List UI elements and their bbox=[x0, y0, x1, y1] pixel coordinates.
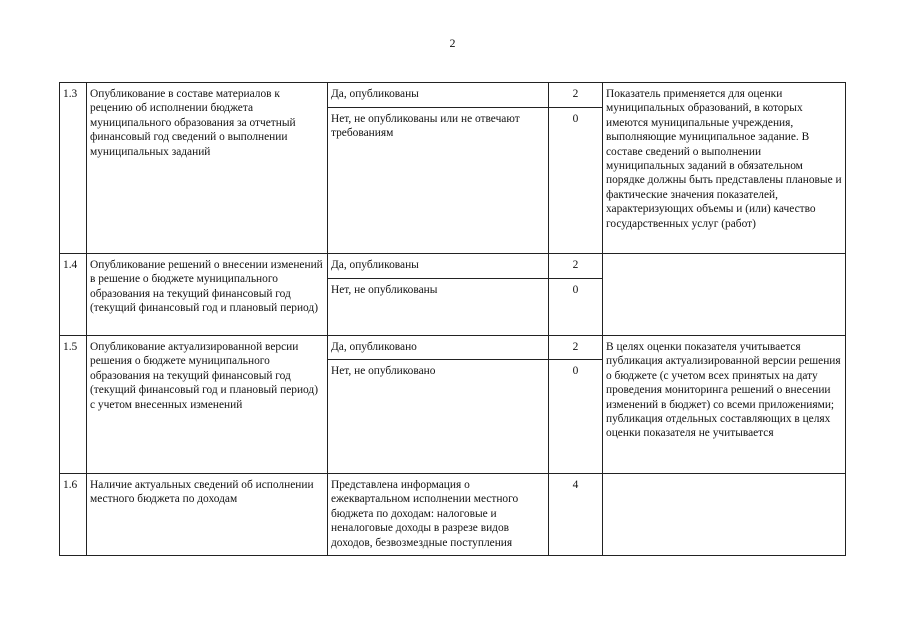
row-number: 1.4 bbox=[60, 254, 87, 336]
option-label: Представлена информация о ежеквартальном исполнении местного бюджета по доходам: налоговые и неналоговые доходы в разрезе видов доходов, безвозмездные поступления bbox=[328, 474, 549, 556]
option-score: 2 bbox=[549, 336, 603, 360]
option-score: 2 bbox=[549, 83, 603, 108]
row-number: 1.3 bbox=[60, 83, 87, 254]
page-number: 2 bbox=[449, 36, 456, 50]
option-label: Нет, не опубликованы или не отвечают требованиям bbox=[328, 108, 549, 254]
criteria-table bbox=[59, 82, 846, 556]
option-score: 0 bbox=[549, 360, 603, 474]
option-score: 0 bbox=[549, 108, 603, 254]
indicator-cell: Опубликование решений о внесении изменений в решение о бюджете муниципального образования на текущий финансовый год (текущий финансовый год и плановый период) bbox=[87, 254, 328, 336]
option-label: Да, опубликованы bbox=[328, 254, 549, 279]
note-cell: Показатель применяется для оценки муниципальных образований, в которых имеются муниципальные учреждения, выполняющие муниципальное задание. В составе сведений о выполнении муниципальных заданий в обязательном порядке должны быть представлены плановые и фактические значения показателей, характеризующих объемы и (или) качество государственных услуг (работ) bbox=[603, 83, 846, 254]
table-row bbox=[60, 336, 846, 360]
table-row bbox=[60, 474, 846, 556]
option-score: 4 bbox=[549, 474, 603, 556]
option-label: Нет, не опубликованы bbox=[328, 279, 549, 336]
option-label: Нет, не опубликовано bbox=[328, 360, 549, 474]
note-cell bbox=[603, 474, 846, 556]
row-number: 1.5 bbox=[60, 336, 87, 474]
option-score: 2 bbox=[549, 254, 603, 279]
option-label: Да, опубликованы bbox=[328, 83, 549, 108]
table-row bbox=[60, 83, 846, 108]
option-score: 0 bbox=[549, 279, 603, 336]
note-cell: В целях оценки показателя учитывается публикация актуализированной версии решения о бюджете (с учетом всех принятых на дату проведения мониторинга решений о внесении изменений в бюджет) со всеми приложениями; публикация отдельных составляющих в целях оценки показателя не учитывается bbox=[603, 336, 846, 474]
table-row bbox=[60, 254, 846, 279]
indicator-cell: Опубликование в составе материалов к рецению об исполнении бюджета муниципального образования за отчетный финансовый год сведений о выполнении муниципальных заданий bbox=[87, 83, 328, 254]
indicator-cell: Наличие актуальных сведений об исполнении местного бюджета по доходам bbox=[87, 474, 328, 556]
option-label: Да, опубликовано bbox=[328, 336, 549, 360]
note-cell bbox=[603, 254, 846, 336]
row-number: 1.6 bbox=[60, 474, 87, 556]
indicator-cell: Опубликование актуализированной версии решения о бюджете муниципального образования на текущий финансовый год (текущий финансовый год и плановый период) с учетом внесенных изменений bbox=[87, 336, 328, 474]
